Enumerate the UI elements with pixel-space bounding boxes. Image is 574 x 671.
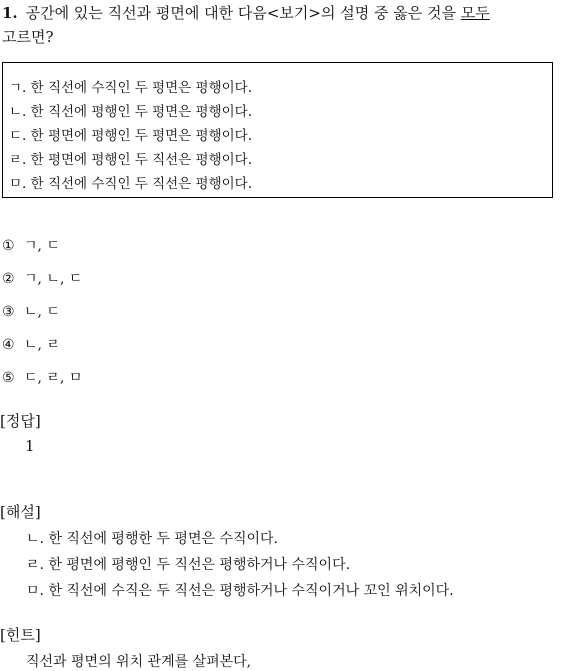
question-number: 1. [2, 4, 18, 22]
answer-label: [정답] [0, 412, 41, 430]
choice-mark: ⑤ [2, 370, 15, 386]
choice-mark: ② [2, 271, 15, 287]
choice-mark: ③ [2, 304, 15, 320]
choice-2[interactable] [2, 268, 82, 288]
bogi-item: ㄱ. 한 직선에 수직인 두 평면은 평행이다. [9, 80, 252, 96]
choice-text: ㄴ, ㄷ [24, 304, 60, 320]
bogi-item: ㅁ. 한 직선에 수직인 두 직선은 평행이다. [9, 176, 252, 192]
bogi-item: ㄷ. 한 평면에 평행인 두 평면은 평행이다. [9, 128, 252, 144]
bogi-item: ㄹ. 한 평면에 평행인 두 직선은 평행이다. [9, 152, 252, 168]
choice-mark: ④ [2, 337, 15, 353]
hint-text: 직선과 평면의 위치 관계를 살펴본다, [26, 654, 252, 670]
question-text: 공간에 있는 직선과 평면에 대한 다음<보기>의 설명 중 옳은 것을 [25, 4, 461, 22]
bogi-item: ㄴ. 한 직선에 평행인 두 평면은 평행이다. [9, 104, 252, 120]
choice-4[interactable] [2, 334, 60, 354]
choice-text: ㄴ, ㄹ [24, 337, 60, 353]
explanation-label: [해설] [0, 503, 41, 521]
question-underlined-word: 모두 [460, 4, 490, 22]
hint-label: [힌트] [0, 626, 41, 644]
bogi-box [2, 62, 553, 198]
explanation-line: ㅁ. 한 직선에 수직은 두 직선은 평행하거나 수직이거나 꼬인 위치이다. [26, 583, 454, 599]
choice-1[interactable] [2, 235, 60, 255]
choice-3[interactable] [2, 301, 60, 321]
question-line-2: 고르면? [2, 28, 54, 46]
choice-text: ㄱ, ㄷ [24, 238, 60, 254]
choice-text: ㄷ, ㄹ, ㅁ [24, 370, 83, 386]
explanation-line: ㄹ. 한 평면에 평행인 두 직선은 평행하거나 수직이다. [26, 557, 351, 573]
choice-text: ㄱ, ㄴ, ㄷ [24, 271, 83, 287]
question-line-1 [2, 2, 490, 23]
choice-5[interactable] [2, 367, 82, 387]
explanation-line: ㄴ. 한 직선에 평행한 두 평면은 수직이다. [26, 531, 278, 547]
choice-mark: ① [2, 238, 15, 254]
answer-value: 1 [25, 437, 35, 455]
